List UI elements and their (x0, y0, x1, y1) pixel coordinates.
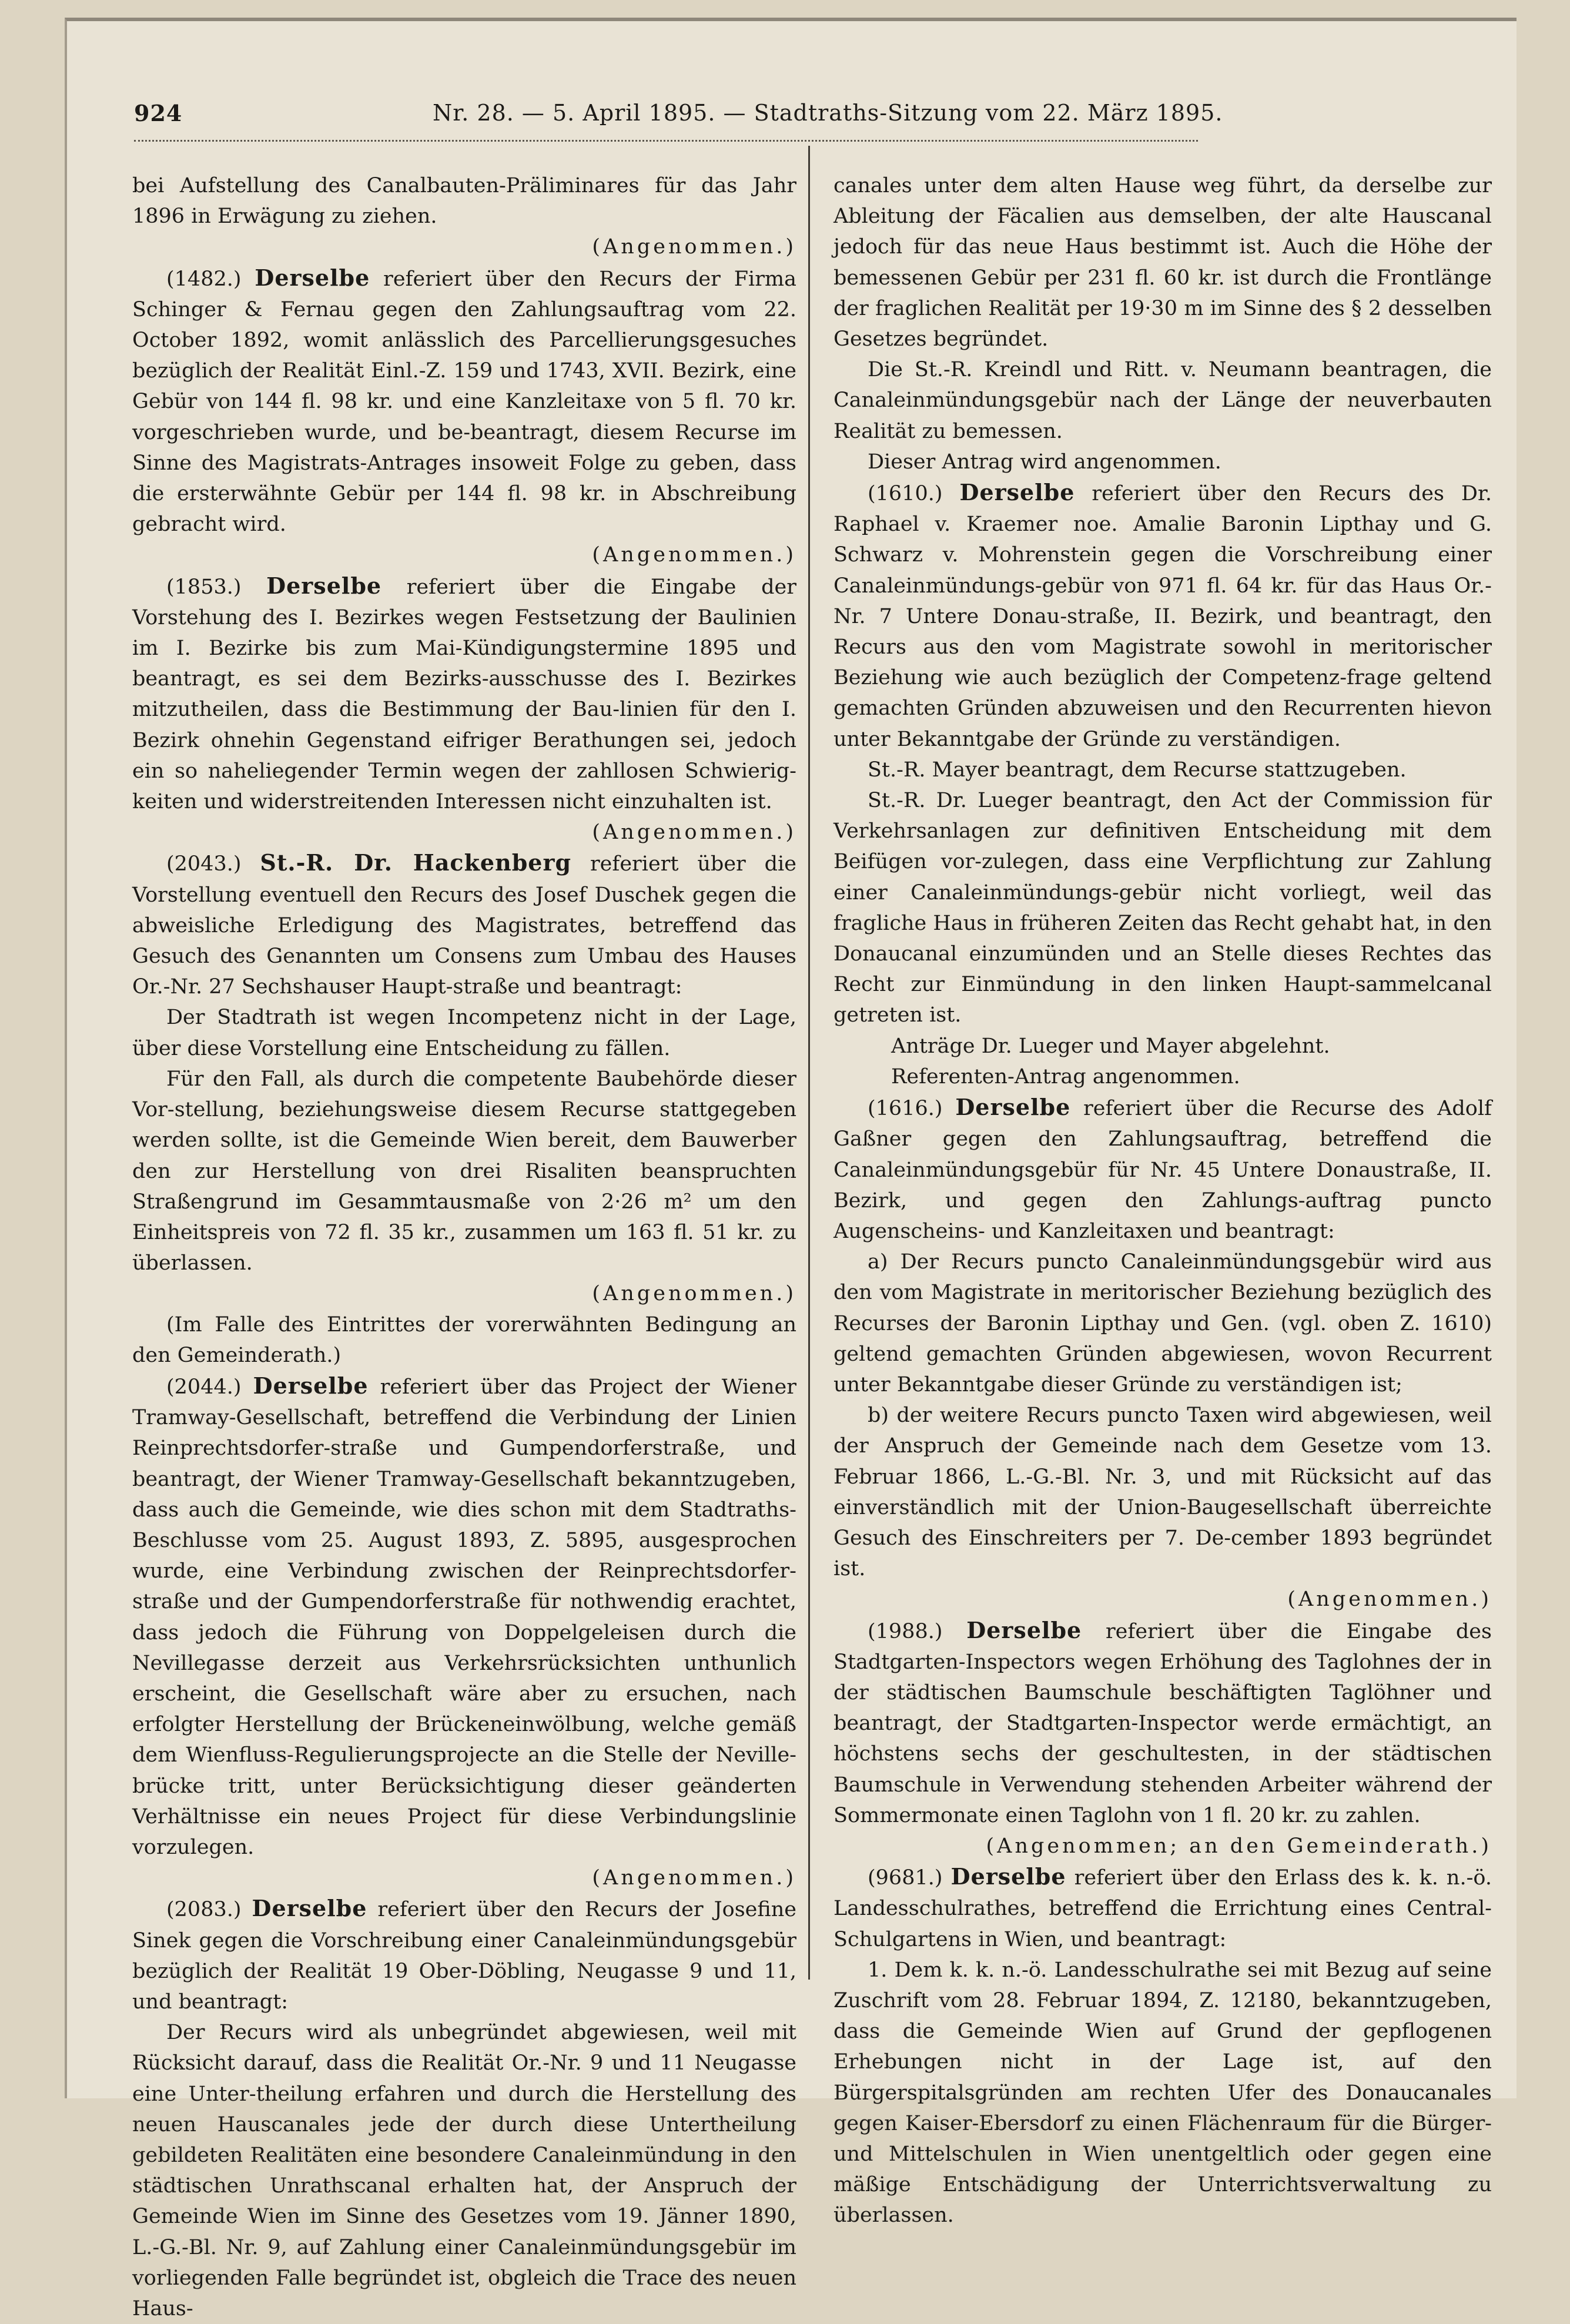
column-rule (808, 146, 810, 1980)
speaker: Derselbe (966, 1616, 1082, 1643)
paragraph: Der Recurs wird als unbegründet abgewiesen, weil mit Rücksicht darauf, dass die Realität Or.-Nr. 9 und 11 Neugasse eine Unter-theilung erfahren und durch die Herstellung des neuen Hauscanales jede der durch diese Untertheilung gebildeten Realitäten eine besondere Canaleinmündung in den städtischen Unrathscanal erhalten hat, der Anspruch der Gemeinde Wien im Sinne des Gesetzes vom 19. Jänner 1890, L.-G.-Bl. Nr. 9, auf Zahlung einer Canaleinmündungsgebür im vorliegenden Falle begründet ist, obgleich die Trace des neuen Haus- (132, 2021, 796, 2321)
speaker: Derselbe (959, 479, 1075, 506)
speaker: St.-R. Dr. Hackenberg (260, 849, 572, 876)
running-head: Nr. 28. — 5. April 1895. — Stadtraths-Sitzung vom 22. März 1895. (433, 100, 1223, 126)
paragraph: (1610.) Derselbe referiert über den Recurs des Dr. Raphael v. Kraemer noe. Amalie Baronin Lipthay und G. Schwarz v. Mohrenstein gegen die Vorschreibung einer Canaleinmündungs-gebür von 971 fl. 64 kr. für das Haus Or.-Nr. 7 Untere Donau-straße, II. Bezirk, und beantragt, den Recurs aus den vom Magistrate sowohl in meritorischer Beziehung wie auch bezüglich der Competenz-frage geltend gemachten Gründen abzuweisen und den Recurrenten hievon unter Bekanntgabe der Gründe zu verständigen. (833, 479, 1492, 751)
header-rule (134, 140, 1198, 142)
decision-status: (Angenommen.) (592, 235, 796, 259)
paragraph: Der Stadtrath ist wegen Incompetenz nicht in der Lage, über diese Vorstellung eine Entscheidung zu fällen. (132, 1006, 796, 1060)
decision-status: (Angenommen.) (592, 543, 796, 567)
paragraph: (2083.) Derselbe referiert über den Recurs der Josefine Sinek gegen die Vorschreibung einer Canaleinmündungsgebür bezüglich der Realität 19 Ober-Döbling, Neugasse 9 und 11, und beantragt: (132, 1895, 796, 2014)
speaker: Derselbe (955, 1094, 1071, 1121)
paragraph: Für den Fall, als durch die competente Baubehörde dieser Vor-stellung, beziehungsweise diesem Recurse stattgegeben werden sollte, ist die Gemeinde Wien bereit, dem Bauwerber den zur Herstellung von drei Risaliten beanspruchten Straßengrund im Gesammtausmaße von 2·26 m² um den Einheitspreis von 72 fl. 35 kr., zusammen um 163 fl. 51 kr. zu überlassen. (132, 1067, 796, 1275)
speaker: Derselbe (950, 1863, 1066, 1890)
paragraph: (Im Falle des Eintrittes der vorerwähnten Bedingung an den Gemeinderath.) (132, 1312, 796, 1367)
paragraph: (9681.) Derselbe referiert über den Erlass des k. k. n.-ö. Landesschulrathes, betreffend die Errichtung eines Central-Schulgartens in Wien, und beantragt: (833, 1863, 1492, 1951)
paragraph: a) Der Recurs puncto Canaleinmündungsgebür wird aus den vom Magistrate in meritorischer Beziehung bezüglich des Recurses der Baronin Lipthay und Gen. (vgl. oben Z. 1610) geltend gemachten Gründen abgewiesen, wovon Recurrent unter Bekanntgabe dieser Gründe zu verständigen ist; (833, 1250, 1492, 1397)
paragraph: St.-R. Dr. Lueger beantragt, den Act der Commission für Verkehrsanlagen zur definitiven Entscheidung mit dem Beifügen vor-zulegen, dass eine Verpflichtung zur Zahlung einer Canaleinmündungs-gebür nicht vorliegt, weil das fragliche Haus in früheren Zeiten das Recht gehabt hat, in den Donaucanal einzumünden und an Stelle dieses Rechtes das Recht zur Einmündung in den linken Haupt-sammelcanal getreten ist. (833, 789, 1492, 1027)
decision-status: (Angenommen.) (1287, 1588, 1492, 1612)
decision-status: (Angenommen.) (592, 1866, 796, 1890)
paragraph: (1988.) Derselbe referiert über die Eingabe des Stadtgarten-Inspectors wegen Erhöhung des Taglohnes der in der städtischen Baumschule beschäftigten Taglöhner und beantragt, der Stadtgarten-Inspector werde ermächtigt, an höchstens sechs der geschultesten, in der städtischen Baumschule in Verwendung stehenden Arbeiter während der Sommermonate einen Taglohn von 1 fl. 20 kr. zu zahlen. (833, 1616, 1492, 1827)
page-number: 924 (134, 100, 183, 126)
paragraph: bei Aufstellung des Canalbauten-Präliminares für das Jahr 1896 in Erwägung zu ziehen. (132, 174, 796, 229)
paragraph: (2044.) Derselbe referiert über das Project der Wiener Tramway-Gesellschaft, betreffend die Verbindung der Linien Reinprechtsdorfer-straße und Gumpendorferstraße, und beantragt, der Wiener Tramway-Gesellschaft bekanntzugeben, dass auch die Gemeinde, wie dies schon mit dem Stadtraths-Beschlusse vom 25. August 1893, Z. 5895, ausgesprochen wurde, eine Verbindung zwischen der Reinprechtsdorfer-straße und der Gumpendorferstraße für nothwendig erachtet, dass jedoch die Führung von Doppelgeleisen durch die Nevillegasse derzeit aus Verkehrsrücksichten unthunlich erscheint, die Gesellschaft wäre aber zu ersuchen, nach erfolgter Herstellung der Brückeneinwölbung, welche gemäß dem Wienfluss-Regulierungsprojecte an die Stelle der Neville-brücke tritt, unter Berücksichtigung dieser geänderten Verhältnisse ein neues Project für diese Verbindungslinie vorzulegen. (132, 1372, 796, 1859)
right-column (833, 170, 1492, 2231)
paragraph: Die St.-R. Kreindl und Ritt. v. Neumann beantragen, die Canaleinmündungsgebür nach der Länge der neuverbauten Realität zu bemessen. (833, 358, 1492, 443)
paragraph: Dieser Antrag wird angenommen. (868, 450, 1221, 474)
speaker: Derselbe (252, 1895, 367, 1922)
paragraph: (1616.) Derselbe referiert über die Recurse des Adolf Gaßner gegen den Zahlungsauftrag, betreffend die Canaleinmündungsgebür für Nr. 45 Untere Donaustraße, II. Bezirk, und gegen den Zahlungs-auftrag puncto Augenscheins- und Kanzleitaxen und beantragt: (833, 1094, 1492, 1243)
left-column (132, 170, 796, 2324)
page-header (134, 100, 1223, 135)
decision-status: (Angenommen.) (592, 821, 796, 845)
speaker: Derselbe (253, 1372, 369, 1399)
paragraph: b) der weitere Recurs puncto Taxen wird abgewiesen, weil der Anspruch der Gemeinde nach dem Gesetze vom 13. Februar 1866, L.-G.-Bl. Nr. 3, und mit Rücksicht auf das einverständlich mit der Union-Baugesellschaft überreichte Gesuch des Einschreiters per 7. De-cember 1893 begründet ist. (833, 1404, 1492, 1581)
paragraph: canales unter dem alten Hause weg führt, da derselbe zur Ableitung der Fäcalien aus demselben, der alte Hauscanal jedoch für das neue Haus bestimmt ist. Auch die Höhe der bemessenen Gebür per 231 fl. 60 kr. ist durch die Frontlänge der fraglichen Realität per 19·30 m im Sinne des § 2 desselben Gesetzes begründet. (833, 174, 1492, 351)
paragraph: St.-R. Mayer beantragt, dem Recurse stattzugeben. (868, 758, 1407, 782)
decision-status: (Angenommen.) (592, 1282, 796, 1306)
decision-status: (Angenommen; an den Gemeinderath.) (986, 1834, 1492, 1858)
paragraph: (1853.) Derselbe referiert über die Eingabe der Vorstehung des I. Bezirkes wegen Festsetzung der Baulinien im I. Bezirke bis zum Mai-Kündigungstermine 1895 und beantragt, es sei dem Bezirks-ausschusse des I. Bezirkes mitzutheilen, dass die Bestimmung der Bau-linien für den I. Bezirk ohnehin Gegenstand eifriger Berathungen sei, jedoch ein so naheliegender Termin wegen der zahllosen Schwierig-keiten und widerstreitenden Interessen nicht einzuhalten ist. (132, 572, 796, 814)
paragraph: Anträge Dr. Lueger und Mayer abgelehnt. (891, 1034, 1330, 1058)
paragraph: Referenten-Antrag angenommen. (891, 1064, 1240, 1089)
paragraph: (1482.) Derselbe referiert über den Recurs der Firma Schinger & Fernau gegen den Zahlungsauftrag vom 22. October 1892, womit anlässlich des Parcellierungsgesuches bezüglich der Realität Einl.-Z. 159 und 1743, XVII. Bezirk, eine Gebür von 144 fl. 98 kr. und eine Kanzleitaxe von 5 fl. 70 kr. vorgeschrieben wurde, und be-beantragt, diesem Recurse im Sinne des Magistrats-Antrages insoweit Folge zu geben, dass die ersterwähnte Gebür per 144 fl. 98 kr. in Abschreibung gebracht wird. (132, 264, 796, 537)
paragraph: 1. Dem k. k. n.-ö. Landesschulrathe sei mit Bezug auf seine Zuschrift vom 28. Februar 1894, Z. 12180, bekanntzugeben, dass die Gemeinde Wien auf Grund der gepflogenen Erhebungen nicht in der Lage ist, auf den Bürgerspitalsgründen am rechten Ufer des Donaucanales gegen Kaiser-Ebersdorf zu einen Flächenraum für die Bürger- und Mittelschulen in Wien unentgeltlich oder gegen eine mäßige Entschädigung der Unterrichtsverwaltung zu überlassen. (833, 1958, 1492, 2228)
speaker: Derselbe (255, 264, 370, 291)
paragraph: (2043.) St.-R. Dr. Hackenberg referiert über die Vorstellung eventuell den Recurs des Josef Duschek gegen die abweisliche Erledigung des Magistrates, betreffend das Gesuch des Genannten um Consens zum Umbau des Hauses Or.-Nr. 27 Sechshauser Haupt-straße und beantragt: (132, 849, 796, 999)
speaker: Derselbe (266, 572, 382, 599)
